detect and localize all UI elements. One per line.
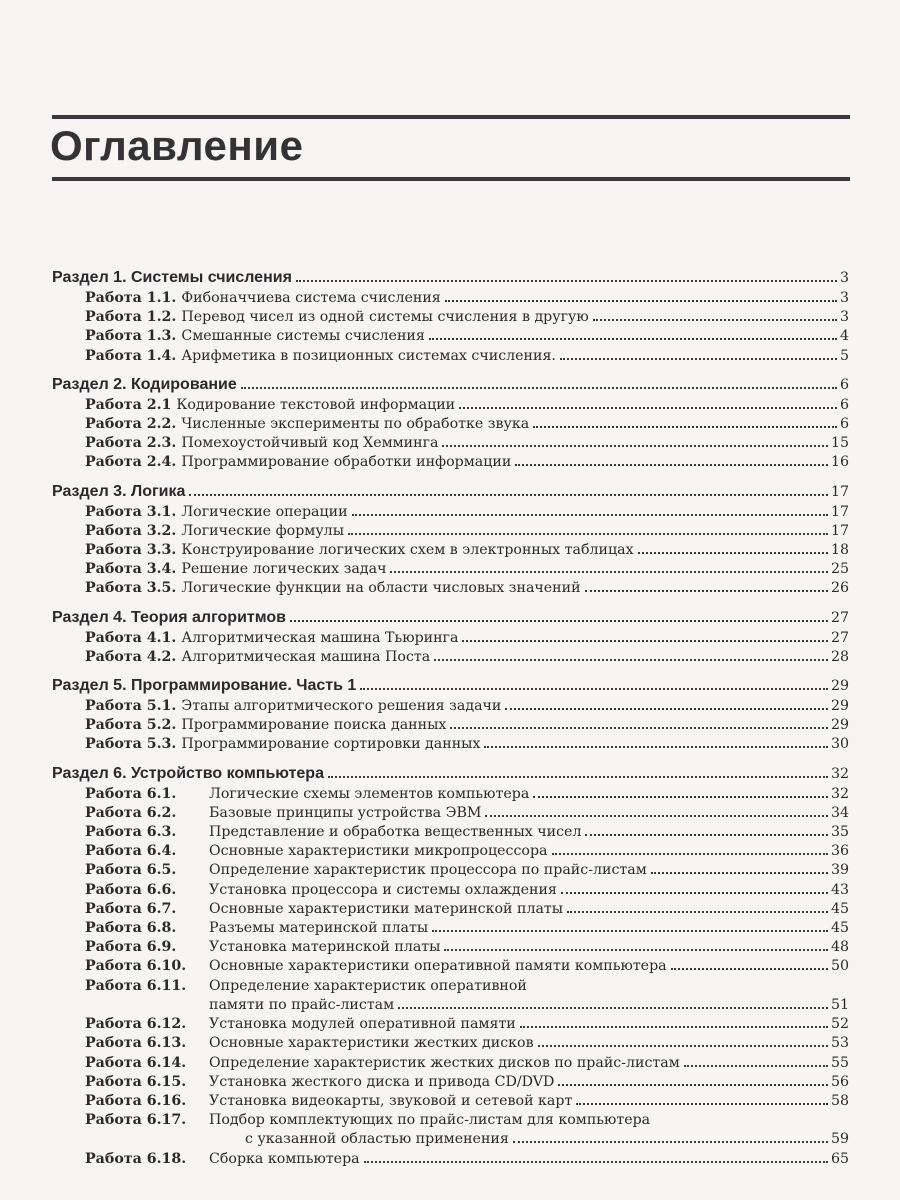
dot-leader [390, 571, 827, 573]
page-number: 32 [830, 765, 849, 782]
dot-leader [552, 853, 828, 855]
toc-entry[interactable] [52, 861, 849, 880]
entry-label: Работа 6.12. [85, 1016, 187, 1033]
dot-leader [328, 776, 828, 778]
page-number: 15 [830, 435, 849, 452]
toc-entry[interactable] [52, 327, 849, 346]
dot-leader [360, 688, 828, 690]
page-number: 6 [839, 416, 849, 433]
entry-title: Конструирование логических схем в электронных таблицах [181, 542, 634, 559]
page-number: 4 [839, 328, 849, 345]
page-number: 39 [830, 862, 849, 879]
entry-label: Работа 2.1 [85, 396, 172, 413]
toc-entry[interactable] [52, 1054, 849, 1073]
dot-leader [505, 708, 828, 710]
page-number: 6 [839, 396, 849, 413]
entry-label: Работа 6.3. [85, 824, 177, 841]
toc-entry[interactable] [52, 453, 849, 472]
toc-entry[interactable] [52, 289, 849, 308]
page-number: 29 [830, 698, 849, 715]
page-title: Оглавление [50, 122, 304, 169]
toc-entry[interactable] [52, 823, 849, 842]
entry-label: Работа 6.8. [85, 920, 177, 937]
entry-first-line [85, 1111, 849, 1130]
entry-title: Логические функции на области числовых значений [181, 580, 581, 597]
entry-title-continued: памяти по прайс-листам [209, 996, 395, 1013]
toc-entry[interactable] [52, 785, 849, 804]
toc-section [52, 763, 849, 1169]
toc-entry[interactable] [52, 881, 849, 900]
toc-entry[interactable] [52, 842, 849, 861]
dot-leader [520, 1026, 828, 1028]
dot-leader [533, 796, 828, 798]
dot-leader [576, 1103, 828, 1105]
entry-title: Установка модулей оперативной памяти [209, 1016, 516, 1033]
entry-title: Программирование обработки информации [181, 454, 512, 471]
entry-label: Работа 2.4. [85, 454, 177, 471]
page-number: 56 [830, 1073, 849, 1090]
dot-leader [485, 815, 828, 817]
section-title: Раздел 5. Программирование. Часть 1 [52, 677, 357, 695]
toc-section [52, 675, 849, 755]
entry-title: Подбор комплектующих по прайс-листам для компьютера [209, 1112, 651, 1129]
page-number: 43 [830, 881, 849, 898]
entry-label: Работа 3.4. [85, 561, 177, 578]
page-number: 50 [830, 958, 849, 975]
entry-label: Работа 6.16. [85, 1092, 187, 1109]
toc-entry[interactable] [52, 629, 849, 648]
entry-title: Алгоритмическая машина Поста [181, 648, 431, 665]
dot-leader [290, 620, 828, 622]
page-number: 65 [830, 1150, 849, 1167]
dot-leader [684, 1065, 828, 1067]
page-number: 5 [839, 347, 849, 364]
toc-section-entry[interactable] [52, 267, 849, 289]
dot-leader [567, 911, 828, 913]
toc-entry[interactable] [52, 1034, 849, 1053]
dot-leader [561, 892, 828, 894]
dot-leader [462, 640, 827, 642]
toc-entry[interactable] [52, 434, 849, 453]
dot-leader [432, 930, 828, 932]
entry-title: Установка жесткого диска и привода CD/DVD [209, 1073, 555, 1090]
dot-leader [442, 445, 827, 447]
entry-continuation-line [85, 996, 849, 1015]
entry-label: Работа 5.1. [85, 698, 177, 715]
dot-leader [459, 407, 837, 409]
dot-leader [444, 949, 827, 951]
page-number: 17 [830, 522, 849, 539]
entry-label: Работа 6.13. [85, 1035, 187, 1052]
page-number: 58 [830, 1092, 849, 1109]
entry-title: Этапы алгоритмического решения задачи [181, 698, 502, 715]
entry-label: Работа 6.11. [85, 977, 187, 994]
page-number: 17 [830, 483, 849, 500]
page-number: 29 [830, 678, 849, 695]
page-number: 51 [830, 996, 849, 1013]
page-number: 28 [830, 648, 849, 665]
entry-title: Программирование сортировки данных [181, 736, 481, 753]
entry-label: Работа 1.4. [85, 347, 177, 364]
toc-entry[interactable] [52, 938, 849, 957]
toc-entry[interactable] [52, 1073, 849, 1092]
entry-title: Определение характеристик жестких дисков по прайс-листам [209, 1054, 680, 1071]
dot-leader [533, 426, 837, 428]
entry-label: Работа 3.1. [85, 503, 177, 520]
entry-title: Логические схемы элементов компьютера [209, 785, 530, 802]
toc-entry[interactable] [52, 396, 849, 415]
dot-leader [398, 1007, 828, 1009]
section-title: Раздел 2. Кодирование [52, 375, 237, 393]
toc-section [52, 267, 849, 366]
entry-label: Работа 4.1. [85, 629, 177, 646]
page-number: 48 [830, 939, 849, 956]
entry-title: Кодирование текстовой информации [176, 396, 456, 413]
entry-title: Установка видеокарты, звуковой и сетевой карт [209, 1092, 573, 1109]
page-number: 59 [830, 1131, 849, 1148]
entry-title: Сборка компьютера [209, 1150, 360, 1167]
entry-label: Работа 6.7. [85, 900, 177, 917]
toc-entry[interactable] [52, 347, 849, 366]
entry-title: Помехоустойчивый код Хемминга [181, 435, 439, 452]
entry-title: Смешанные системы счисления [181, 328, 425, 345]
dot-leader [352, 514, 828, 516]
dot-leader [189, 494, 828, 496]
toc-section-entry[interactable] [52, 763, 849, 785]
page-number: 25 [830, 561, 849, 578]
toc-entry[interactable] [52, 1111, 849, 1149]
entry-title: Алгоритмическая машина Тьюринга [181, 629, 459, 646]
entry-label: Работа 6.2. [85, 804, 177, 821]
dot-leader [515, 464, 828, 466]
entry-title: Основные характеристики материнской платы [209, 900, 564, 917]
toc-entry[interactable] [52, 804, 849, 823]
toc-entry[interactable] [52, 648, 849, 667]
table-of-contents [52, 267, 849, 1169]
dot-leader [638, 552, 828, 554]
entry-title: Установка процессора и системы охлаждения [209, 881, 557, 898]
dot-leader [593, 319, 837, 321]
dot-leader [651, 872, 828, 874]
page-number: 6 [839, 376, 849, 393]
toc-entry[interactable] [52, 957, 849, 976]
section-title: Раздел 6. Устройство компьютера [52, 764, 324, 782]
page-number: 45 [830, 920, 849, 937]
page-number: 3 [839, 290, 849, 306]
dot-leader [560, 358, 837, 360]
dot-leader [558, 1084, 828, 1086]
toc-entry[interactable] [52, 919, 849, 938]
dot-leader [484, 746, 827, 748]
page-number: 29 [830, 717, 849, 734]
dot-leader [434, 659, 828, 661]
dot-leader [429, 338, 837, 340]
toc-section-entry[interactable] [52, 607, 849, 629]
toc-entry[interactable] [52, 579, 849, 598]
toc-entry[interactable] [52, 522, 849, 541]
page-number: 16 [830, 454, 849, 471]
toc-entry[interactable] [52, 1092, 849, 1111]
dot-leader [585, 834, 827, 836]
entry-label: Работа 4.2. [85, 648, 177, 665]
entry-label: Работа 6.15. [85, 1073, 187, 1090]
toc-entry[interactable] [52, 900, 849, 919]
section-title: Раздел 1. Системы счисления [52, 269, 292, 286]
toc-entry[interactable] [52, 541, 849, 560]
entry-title: Логические формулы [181, 522, 344, 539]
page-number: 55 [830, 1054, 849, 1071]
page-number: 35 [830, 824, 849, 841]
page-number: 52 [830, 1016, 849, 1033]
page-number: 34 [830, 804, 849, 821]
toc-entry[interactable] [52, 977, 849, 1015]
entry-title: Логические операции [181, 503, 348, 520]
entry-label: Работа 5.2. [85, 717, 177, 734]
page-number: 18 [830, 542, 849, 559]
entry-title: Основные характеристики микропроцессора [209, 843, 548, 860]
toc-entry[interactable] [52, 697, 849, 716]
entry-label: Работа 6.6. [85, 881, 177, 898]
page-number: 53 [830, 1035, 849, 1052]
page-number: 30 [830, 736, 849, 753]
entry-title: Разъемы материнской платы [209, 920, 429, 937]
entry-title: Основные характеристики оперативной памяти компьютера [209, 958, 667, 975]
entry-label: Работа 1.2. [85, 309, 177, 326]
entry-title: Базовые принципы устройства ЭВМ [209, 804, 482, 821]
entry-title: Фибоначчиева система счисления [181, 290, 441, 306]
entry-title: Решение логических задач [181, 561, 387, 578]
entry-label: Работа 6.9. [85, 939, 177, 956]
page-number: 3 [839, 309, 849, 326]
entry-title: Установка материнской платы [209, 939, 441, 956]
dot-leader [585, 590, 828, 592]
entry-label: Работа 6.18. [85, 1150, 187, 1167]
entry-title: Определение характеристик оперативной [209, 977, 527, 994]
dot-leader [445, 300, 837, 302]
page-number: 45 [830, 900, 849, 917]
page-number: 27 [830, 609, 849, 626]
toc-entry[interactable] [52, 415, 849, 434]
page-number: 3 [839, 270, 849, 286]
entry-title: Арифметика в позиционных системах счисления. [181, 347, 556, 364]
entry-label: Работа 3.5. [85, 580, 177, 597]
dot-leader [364, 1161, 828, 1163]
title-rule-top [52, 115, 850, 119]
toc-section [52, 374, 849, 473]
entry-label: Работа 1.3. [85, 328, 177, 345]
entry-title: Определение характеристик процессора по прайс-листам [209, 862, 647, 879]
toc-section-entry[interactable] [52, 675, 849, 697]
entry-label: Работа 5.3. [85, 736, 177, 753]
toc-entry[interactable] [52, 308, 849, 327]
entry-label: Работа 6.10. [85, 958, 187, 975]
entry-label: Работа 3.2. [85, 522, 177, 539]
entry-title: Представление и обработка вещественных чисел [209, 824, 582, 841]
page-number: 27 [830, 629, 849, 646]
section-title: Раздел 3. Логика [52, 482, 186, 500]
entry-label: Работа 6.14. [85, 1054, 187, 1071]
page-number: 26 [830, 580, 849, 597]
entry-label: Работа 6.1. [85, 785, 177, 802]
title-rule-bottom [52, 177, 850, 181]
toc-entry[interactable] [52, 1150, 849, 1169]
entry-label: Работа 3.3. [85, 542, 177, 559]
entry-label: Работа 2.3. [85, 435, 177, 452]
toc-section [52, 607, 849, 667]
page-number: 17 [830, 503, 849, 520]
entry-title: Программирование поиска данных [181, 717, 447, 734]
entry-title: Перевод чисел из одной системы счисления в другую [181, 309, 589, 326]
dot-leader [241, 387, 837, 389]
toc-entry[interactable] [52, 560, 849, 579]
dot-leader [348, 533, 828, 535]
entry-label: Работа 1.1. [85, 290, 177, 306]
entry-label: Работа 2.2. [85, 416, 177, 433]
toc-section [52, 481, 849, 599]
toc-section-entry[interactable] [52, 481, 849, 503]
toc-entry[interactable] [52, 716, 849, 735]
entry-title: Основные характеристики жестких дисков [209, 1035, 534, 1052]
entry-continuation-line [85, 1130, 849, 1149]
page-number: 32 [830, 785, 849, 802]
entry-label: Работа 6.4. [85, 843, 177, 860]
toc-entry[interactable] [52, 1015, 849, 1034]
page-number: 36 [830, 843, 849, 860]
dot-leader [513, 1141, 828, 1143]
entry-title-continued: с указанной областью применения [245, 1131, 509, 1148]
dot-leader [671, 968, 828, 970]
entry-first-line [85, 977, 849, 996]
section-title: Раздел 4. Теория алгоритмов [52, 608, 286, 626]
toc-section-entry[interactable] [52, 374, 849, 396]
dot-leader [296, 280, 837, 282]
toc-entry[interactable] [52, 735, 849, 754]
dot-leader [450, 727, 828, 729]
entry-label: Работа 6.17. [85, 1112, 187, 1129]
entry-label: Работа 6.5. [85, 862, 177, 879]
entry-title: Численные эксперименты по обработке звука [181, 416, 530, 433]
toc-entry[interactable] [52, 503, 849, 522]
dot-leader [538, 1045, 828, 1047]
